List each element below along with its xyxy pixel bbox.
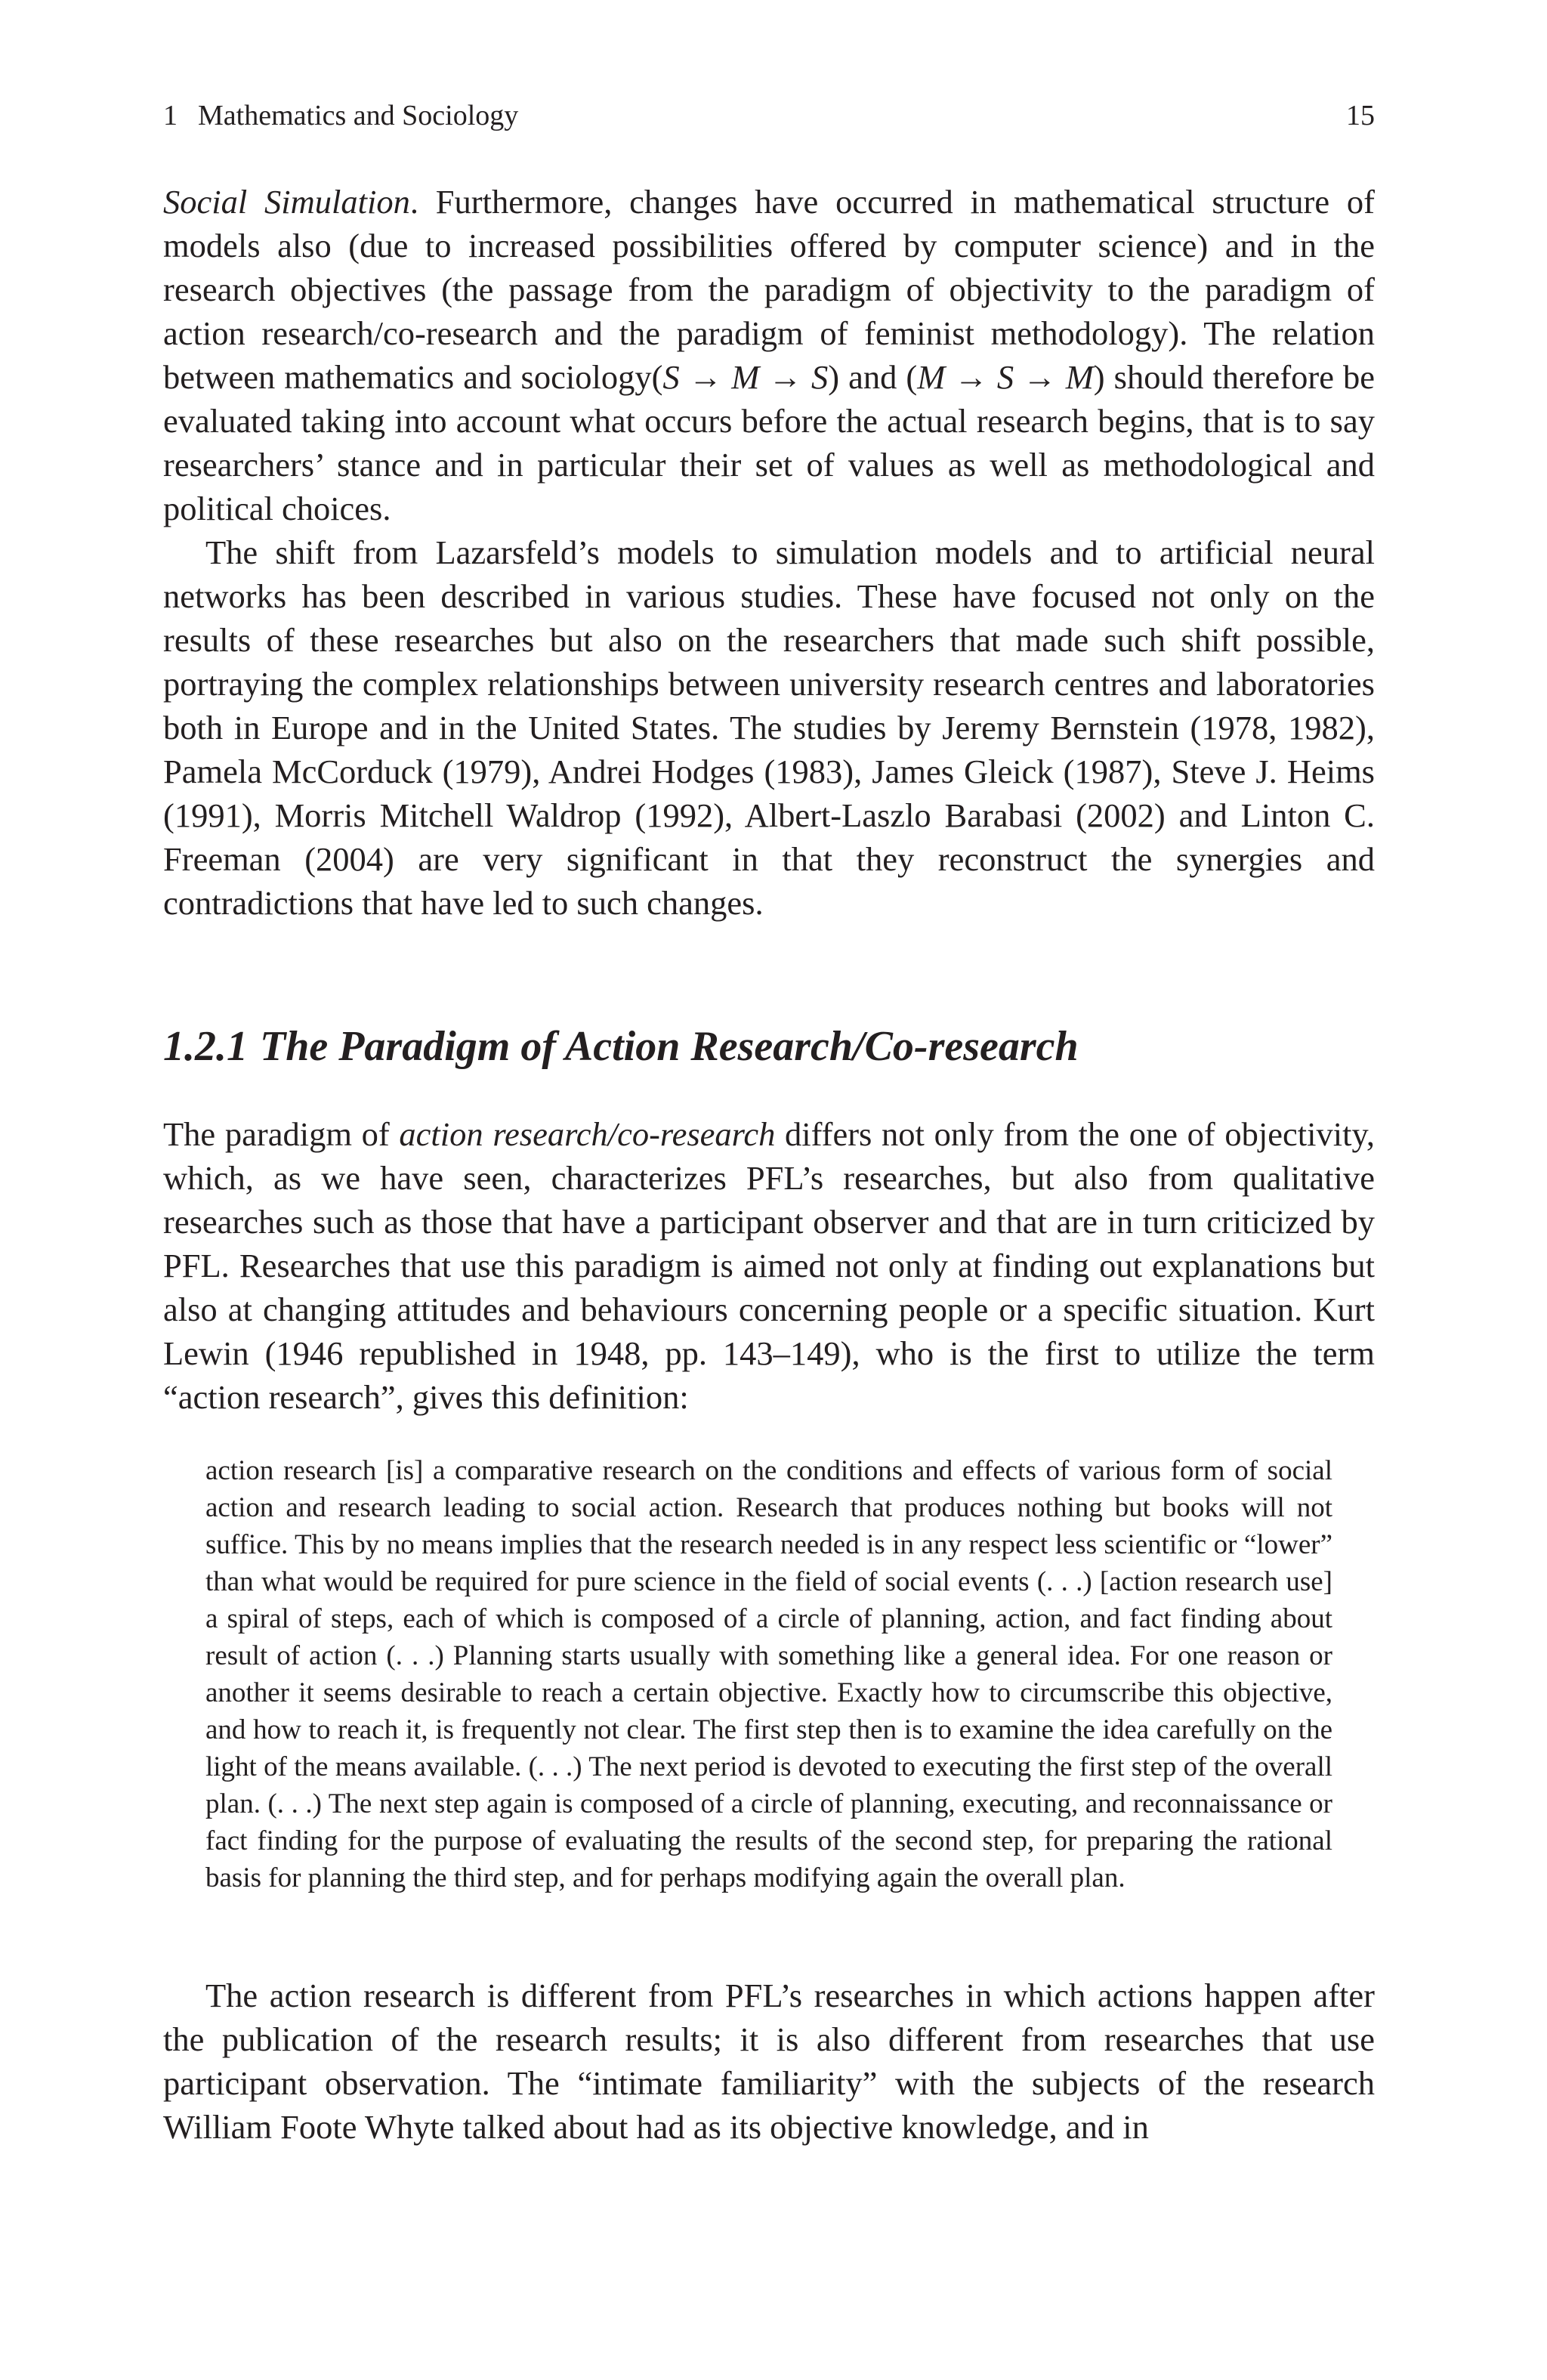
paragraph-3-italic-term: action research/co-research xyxy=(399,1115,776,1153)
section-title: The Paradigm of Action Research/Co-research xyxy=(260,1023,1079,1070)
section-number: 1.2.1 xyxy=(163,1023,248,1070)
formula-s-m-s: S → M → S xyxy=(662,358,829,396)
section-heading xyxy=(163,1020,1375,1073)
intro-text-block xyxy=(163,180,1375,925)
paragraph-2: The shift from Lazarsfeld’s models to simulation models and to artificial neural networks has been described in various studies. These have focused not only on the results of these researches but also on the researchers that made such shift possible, portraying the complex relationships between university research centres and laboratories both in Europe and in the United States. The studies by Jeremy Bernstein (1978, 1982), Pamela McCorduck (1979), Andrei Hodges (1983), James Gleick (1987), Steve J. Heims (1991), Morris Mitchell Waldrop (1992), Albert-Laszlo Barabasi (2002) and Linton C. Freeman (2004) are very significant in that they reconstruct the synergies and contradictions that have led to such changes. xyxy=(163,533,1375,922)
paragraph-3-text-a: The paradigm of xyxy=(163,1115,400,1153)
paragraph-3-text-b: differs not only from the one of objectivity, which, as we have seen, characterizes PFL’s researches, but also from qualitative researches such as those that have a participant observer and that are in turn criticized by PFL. Researches that use this paradigm is aimed not only at finding out explanations but also at changing attitudes and behaviours concerning people or a specific situation. Kurt Lewin (1946 republished in 1948, pp. 143–149), who is the first to utilize the term “action research”, gives this definition: xyxy=(163,1115,1375,1416)
paragraph-1 xyxy=(163,180,1375,530)
paragraph-4: The action research is different from PFL’s researches in which actions happen after the publication of the research results; it is also different from researches that use participant observation. The “intimate familiarity” with the subjects of the research William Foote Whyte talked about had as its objective knowledge, and in xyxy=(163,1977,1375,2146)
block-quote: action research [is] a comparative research on the conditions and effects of various form of social action and research leading to social action. Research that produces nothing but books will not suffice. This by no means implies that the research needed is in any respect less scientific or “lower” than what would be required for pure science in the field of social events (. . .) [action research use] a spiral of steps, each of which is composed of a circle of planning, action, and fact finding about result of action (. . .) Planning starts usually with something like a general idea. For one reason or another it seems desirable to reach a certain objective. Exactly how to circumscribe this objective, and how to reach it, is frequently not clear. The first step then is to examine the idea carefully on the light of the means available. (. . .) The next period is devoted to executing the first step of the overall plan. (. . .) The next step again is composed of a circle of planning, executing, and reconnaissance or fact finding for the purpose of evaluating the results of the second step, for preparing the rational basis for planning the third step, and for perhaps modifying again the overall plan. xyxy=(205,1455,1332,1893)
chapter-title: Mathematics and Sociology xyxy=(198,100,519,131)
paragraph-1-text-c: ) should therefore be evaluated taking into account what occurs before the actual research begins, that is to say researchers’ stance and in particular their set of values as well as methodological and political choices. xyxy=(163,358,1376,527)
section-text-block xyxy=(163,1112,1375,1419)
paragraph-1-italic-lead: Social Simulation xyxy=(163,183,410,221)
running-head xyxy=(163,97,1375,134)
closing-text-block xyxy=(163,1974,1375,2149)
page-number: 15 xyxy=(1346,100,1375,131)
paragraph-3 xyxy=(163,1112,1375,1419)
formula-m-s-m: M → S → M xyxy=(917,358,1094,396)
paragraph-1-text-b: ) and ( xyxy=(828,358,918,396)
chapter-number: 1 xyxy=(163,100,178,131)
paragraph-1-text-a: . Furthermore, changes have occurred in mathematical structure of models also (due to increased possibilities offered by computer science) and in the research objectives (the passage from the paradigm of objectivity to the paradigm of action research/co-research and the paradigm of feminist methodology). The relation between mathematics and sociology( xyxy=(163,183,1375,396)
